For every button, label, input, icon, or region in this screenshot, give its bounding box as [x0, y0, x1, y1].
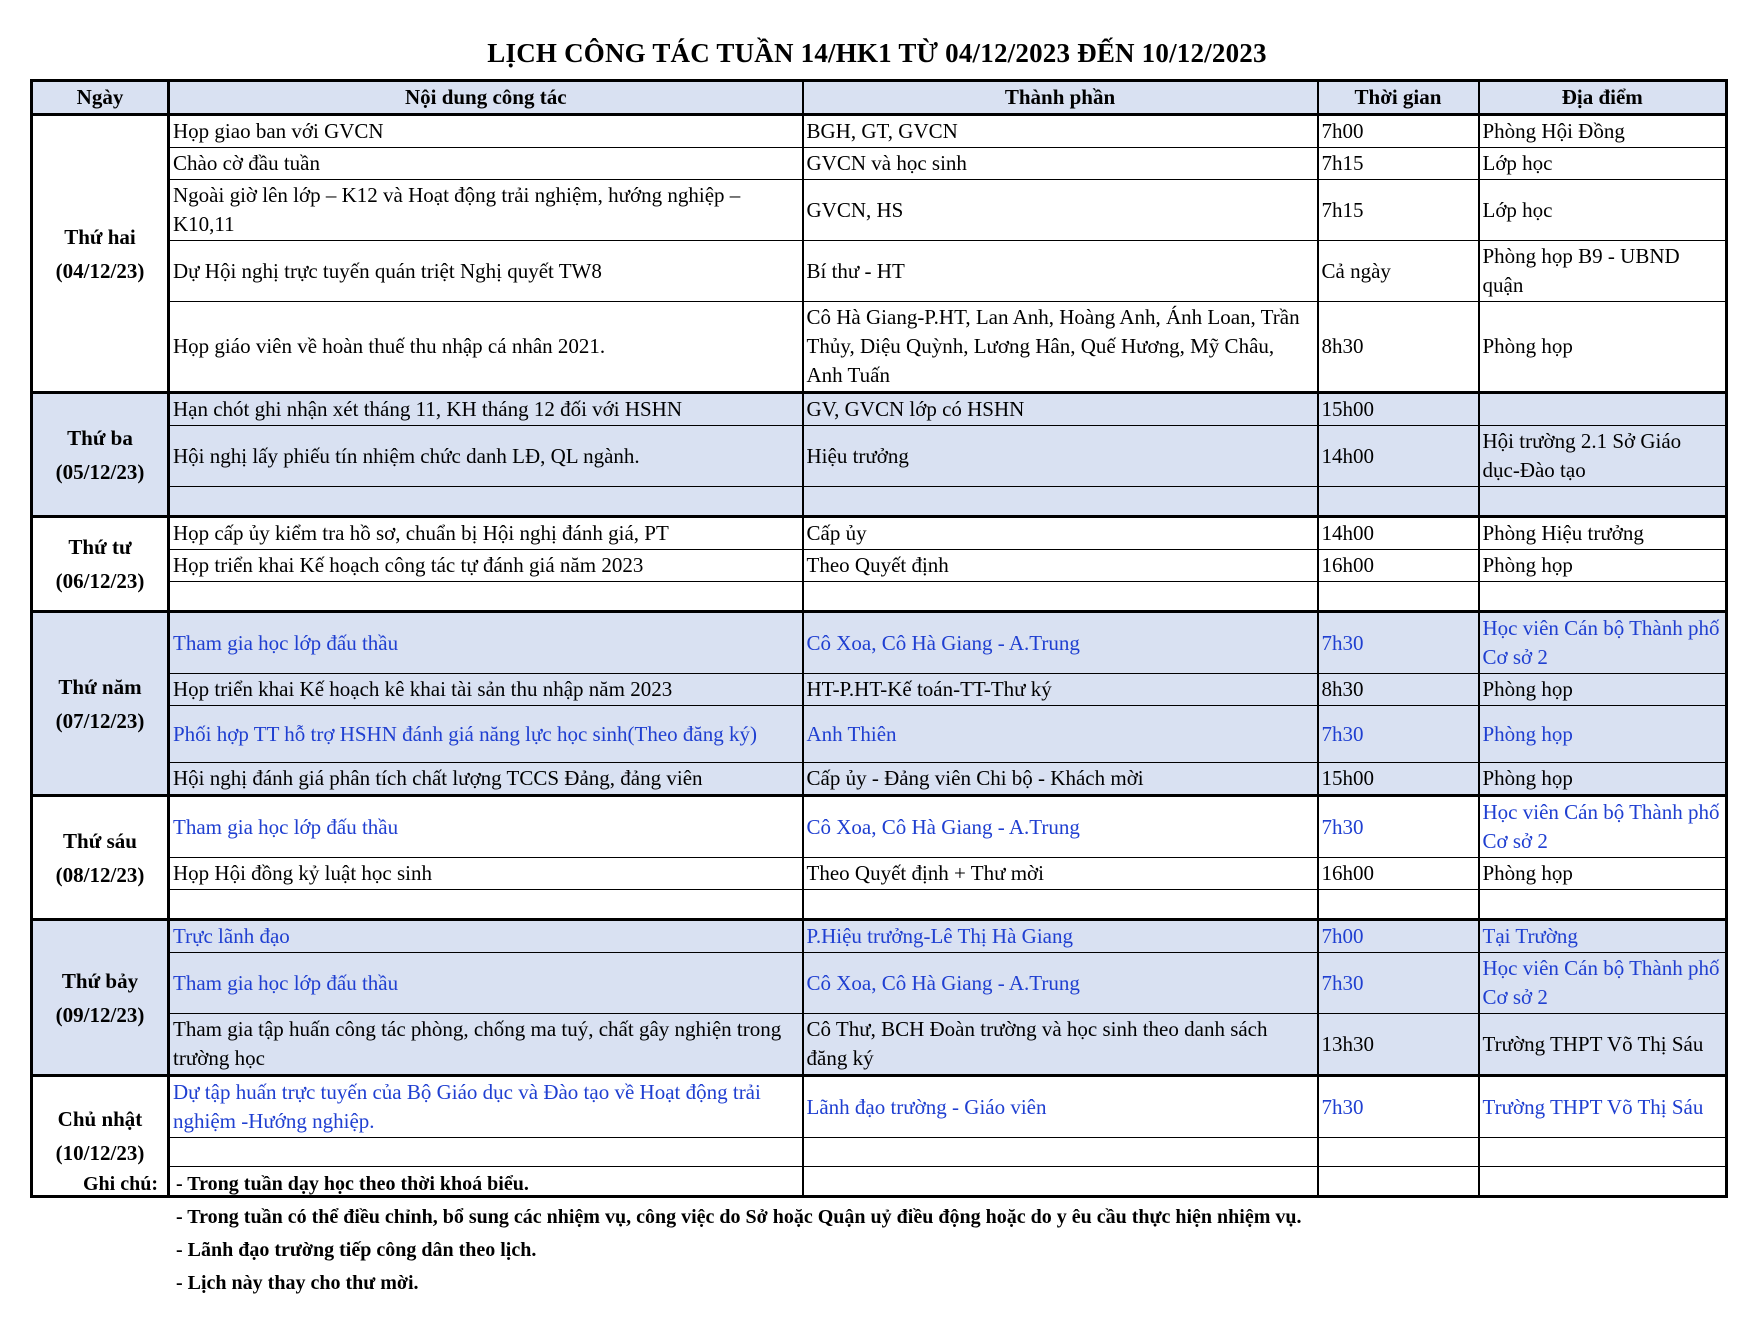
- day-date: (08/12/23): [55, 862, 145, 887]
- cell-thoigian: 7h30: [1318, 1076, 1479, 1138]
- table-row: [32, 517, 1727, 550]
- cell-noidung: Hội nghị đánh giá phân tích chất lượng TCCS Đảng, đảng viên: [169, 763, 803, 796]
- day-group: [32, 796, 1727, 920]
- table-row: [32, 115, 1727, 148]
- cell-noidung: Hội nghị lấy phiếu tín nhiệm chức danh LĐ, QL ngành.: [169, 426, 803, 487]
- notes-label: Ghi chú:: [83, 1173, 159, 1195]
- cell-noidung: Họp triển khai Kế hoạch công tác tự đánh giá năm 2023: [169, 550, 803, 582]
- header-thoi-gian: Thời gian: [1318, 81, 1479, 115]
- cell-noidung: Phối hợp TT hỗ trợ HSHN đánh giá năng lực học sinh(Theo đăng ký): [169, 706, 803, 763]
- cell-thoigian: 7h15: [1318, 148, 1479, 180]
- cell-diadiem: Học viên Cán bộ Thành phố Cơ sở 2: [1479, 953, 1727, 1014]
- table-row: [32, 920, 1727, 953]
- cell-thanhphan: BGH, GT, GVCN: [803, 115, 1318, 148]
- note-line: - Trong tuần có thể điều chỉnh, bổ sung các nhiệm vụ, công việc do Sở hoặc Quận uỷ điều động hoặc do y êu cầu thực hiện nhiệm vụ.: [176, 1206, 1302, 1228]
- cell-noidung: [169, 1138, 803, 1167]
- day-date: (04/12/23): [55, 258, 145, 283]
- day-cell: [32, 612, 169, 796]
- cell-diadiem: [1479, 582, 1727, 612]
- header-row: [32, 81, 1727, 115]
- cell-noidung: Họp cấp ủy kiểm tra hồ sơ, chuẩn bị Hội nghị đánh giá, PT: [169, 517, 803, 550]
- cell-diadiem: [1479, 1138, 1727, 1167]
- cell-noidung: Trực lãnh đạo: [169, 920, 803, 953]
- cell-thoigian: 7h30: [1318, 612, 1479, 674]
- cell-diadiem: Trường THPT Võ Thị Sáu: [1479, 1076, 1727, 1138]
- header-noi-dung: Nội dung công tác: [169, 81, 803, 115]
- cell-thanhphan: Theo Quyết định: [803, 550, 1318, 582]
- cell-diadiem: Phòng họp: [1479, 302, 1727, 393]
- table-row: [32, 241, 1727, 302]
- cell-diadiem: Phòng Hội Đồng: [1479, 115, 1727, 148]
- cell-thoigian: 14h00: [1318, 517, 1479, 550]
- table-row: [32, 706, 1727, 763]
- cell-thanhphan: Bí thư - HT: [803, 241, 1318, 302]
- note-line: - Trong tuần dạy học theo thời khoá biểu.: [176, 1173, 529, 1195]
- table-row: [32, 393, 1727, 426]
- cell-diadiem: Trường THPT Võ Thị Sáu: [1479, 1014, 1727, 1076]
- cell-noidung: [169, 582, 803, 612]
- cell-thanhphan: Hiệu trưởng: [803, 426, 1318, 487]
- cell-diadiem: Phòng họp: [1479, 674, 1727, 706]
- day-cell: [32, 393, 169, 517]
- cell-diadiem: Phòng họp: [1479, 550, 1727, 582]
- cell-thoigian: 15h00: [1318, 393, 1479, 426]
- cell-thoigian: 7h30: [1318, 953, 1479, 1014]
- cell-thanhphan: Cô Xoa, Cô Hà Giang - A.Trung: [803, 953, 1318, 1014]
- day-date: (07/12/23): [55, 708, 145, 733]
- day-date: (09/12/23): [55, 1002, 145, 1027]
- table-row: [32, 487, 1727, 517]
- cell-thanhphan: Anh Thiên: [803, 706, 1318, 763]
- cell-thanhphan: GVCN, HS: [803, 180, 1318, 241]
- cell-thanhphan: Cấp ủy - Đảng viên Chi bộ - Khách mời: [803, 763, 1318, 796]
- cell-diadiem: Phòng họp: [1479, 858, 1727, 890]
- table-row: [32, 148, 1727, 180]
- cell-thanhphan: Cô Hà Giang-P.HT, Lan Anh, Hoàng Anh, Ánh Loan, Trần Thủy, Diệu Quỳnh, Lương Hân, Quế Hương, Mỹ Châu, Anh Tuấn: [803, 302, 1318, 393]
- cell-thanhphan: GV, GVCN lớp có HSHN: [803, 393, 1318, 426]
- header-thanh-phan: Thành phần: [803, 81, 1318, 115]
- cell-thanhphan: Cấp ủy: [803, 517, 1318, 550]
- cell-noidung: Họp triển khai Kế hoạch kê khai tài sản thu nhập năm 2023: [169, 674, 803, 706]
- day-date: (05/12/23): [55, 459, 145, 484]
- cell-thanhphan: Theo Quyết định + Thư mời: [803, 858, 1318, 890]
- header-ngay: Ngày: [32, 81, 169, 115]
- cell-thanhphan: Cô Xoa, Cô Hà Giang - A.Trung: [803, 796, 1318, 858]
- cell-noidung: Hạn chót ghi nhận xét tháng 11, KH tháng 12 đối với HSHN: [169, 393, 803, 426]
- cell-thoigian: 8h30: [1318, 302, 1479, 393]
- cell-thanhphan: [803, 1138, 1318, 1167]
- cell-noidung: Tham gia học lớp đấu thầu: [169, 953, 803, 1014]
- cell-thanhphan: P.Hiệu trưởng-Lê Thị Hà Giang: [803, 920, 1318, 953]
- day-group: [32, 612, 1727, 796]
- cell-diadiem: Hội trường 2.1 Sở Giáo dục-Đào tạo: [1479, 426, 1727, 487]
- cell-thoigian: [1318, 487, 1479, 517]
- table-row: [32, 890, 1727, 920]
- cell-thanhphan: Cô Thư, BCH Đoàn trường và học sinh theo danh sách đăng ký: [803, 1014, 1318, 1076]
- cell-thoigian: [1318, 890, 1479, 920]
- day-name: Thứ sáu: [63, 828, 137, 853]
- cell-noidung: Dự tập huấn trực tuyến của Bộ Giáo dục và Đào tạo về Hoạt động trải nghiệm -Hướng nghiệp.: [169, 1076, 803, 1138]
- cell-diadiem: Lớp học: [1479, 148, 1727, 180]
- day-name: Thứ năm: [58, 674, 142, 699]
- table-row: [32, 1138, 1727, 1167]
- cell-thoigian: 7h00: [1318, 115, 1479, 148]
- cell-thanhphan: Cô Xoa, Cô Hà Giang - A.Trung: [803, 612, 1318, 674]
- cell-noidung: Họp Hội đồng kỷ luật học sinh: [169, 858, 803, 890]
- cell-noidung: [169, 890, 803, 920]
- day-cell: [32, 796, 169, 920]
- cell-thoigian: 7h30: [1318, 706, 1479, 763]
- cell-thoigian: [1318, 1138, 1479, 1167]
- day-date: (06/12/23): [55, 569, 145, 593]
- table-row: [32, 1014, 1727, 1076]
- cell-diadiem: Phòng họp: [1479, 706, 1727, 763]
- table-row: [32, 550, 1727, 582]
- cell-diadiem: Tại Trường: [1479, 920, 1727, 953]
- cell-thanhphan: [803, 487, 1318, 517]
- cell-diadiem: Phòng Hiệu trưởng: [1479, 517, 1727, 550]
- cell-noidung: Dự Hội nghị trực tuyến quán triệt Nghị quyết TW8: [169, 241, 803, 302]
- day-cell: [32, 920, 169, 1076]
- cell-thanhphan: [803, 1167, 1318, 1197]
- table-row: [32, 858, 1727, 890]
- table-row: [32, 674, 1727, 706]
- cell-diadiem: Phòng họp: [1479, 763, 1727, 796]
- note-line: - Lãnh đạo trường tiếp công dân theo lịch.: [176, 1239, 537, 1261]
- day-name: Thứ hai: [64, 224, 136, 249]
- cell-diadiem: [1479, 393, 1727, 426]
- day-name: Chủ nhật: [57, 1107, 143, 1131]
- cell-noidung: Họp giao ban với GVCN: [169, 115, 803, 148]
- cell-thoigian: 13h30: [1318, 1014, 1479, 1076]
- cell-thoigian: 7h00: [1318, 920, 1479, 953]
- day-name: Thứ tư: [68, 535, 132, 559]
- day-group: [32, 920, 1727, 1076]
- table-row: [32, 180, 1727, 241]
- schedule-table: [30, 79, 1728, 1198]
- cell-noidung: [169, 487, 803, 517]
- cell-thanhphan: HT-P.HT-Kế toán-TT-Thư ký: [803, 674, 1318, 706]
- cell-noidung: Chào cờ đầu tuần: [169, 148, 803, 180]
- header-dia-diem: Địa điểm: [1479, 81, 1727, 115]
- cell-diadiem: Học viên Cán bộ Thành phố Cơ sở 2: [1479, 612, 1727, 674]
- table-row: [32, 1076, 1727, 1138]
- cell-thanhphan: GVCN và học sinh: [803, 148, 1318, 180]
- table-row: [32, 953, 1727, 1014]
- note-line: - Lịch này thay cho thư mời.: [176, 1272, 419, 1294]
- cell-noidung: Họp giáo viên về hoàn thuế thu nhập cá nhân 2021.: [169, 302, 803, 393]
- day-date: (10/12/23): [55, 1141, 145, 1165]
- cell-diadiem: Học viên Cán bộ Thành phố Cơ sở 2: [1479, 796, 1727, 858]
- cell-thoigian: 14h00: [1318, 426, 1479, 487]
- cell-thoigian: 16h00: [1318, 858, 1479, 890]
- table-row: [32, 302, 1727, 393]
- cell-diadiem: [1479, 487, 1727, 517]
- table-row: [32, 612, 1727, 674]
- cell-diadiem: [1479, 890, 1727, 920]
- page-title: LỊCH CÔNG TÁC TUẦN 14/HK1 TỪ 04/12/2023 ĐẾN 10/12/2023: [487, 38, 1267, 68]
- cell-thoigian: 16h00: [1318, 550, 1479, 582]
- cell-noidung: Tham gia tập huấn công tác phòng, chống ma tuý, chất gây nghiện trong trường học: [169, 1014, 803, 1076]
- day-group: [32, 393, 1727, 517]
- day-name: Thứ ba: [67, 425, 133, 450]
- cell-thoigian: [1318, 582, 1479, 612]
- table-row: [32, 426, 1727, 487]
- day-name: Thứ bảy: [61, 968, 139, 993]
- cell-thoigian: 15h00: [1318, 763, 1479, 796]
- cell-thoigian: 8h30: [1318, 674, 1479, 706]
- day-cell: [32, 115, 169, 393]
- cell-diadiem: Phòng họp B9 - UBND quận: [1479, 241, 1727, 302]
- cell-diadiem: Lớp học: [1479, 180, 1727, 241]
- cell-noidung: Tham gia học lớp đấu thầu: [169, 612, 803, 674]
- day-group: [32, 115, 1727, 393]
- day-group: [32, 517, 1727, 612]
- cell-diadiem: [1479, 1167, 1727, 1197]
- cell-thoigian: [1318, 1167, 1479, 1197]
- cell-noidung: Tham gia học lớp đấu thầu: [169, 796, 803, 858]
- cell-thoigian: 7h30: [1318, 796, 1479, 858]
- cell-thanhphan: [803, 890, 1318, 920]
- table-row: [32, 763, 1727, 796]
- cell-thanhphan: [803, 582, 1318, 612]
- table-row: [32, 582, 1727, 612]
- cell-noidung: Ngoài giờ lên lớp – K12 và Hoạt động trải nghiệm, hướng nghiệp – K10,11: [169, 180, 803, 241]
- table-row: [32, 796, 1727, 858]
- cell-thoigian: 7h15: [1318, 180, 1479, 241]
- cell-thoigian: Cả ngày: [1318, 241, 1479, 302]
- day-cell: [32, 517, 169, 612]
- cell-thanhphan: Lãnh đạo trường - Giáo viên: [803, 1076, 1318, 1138]
